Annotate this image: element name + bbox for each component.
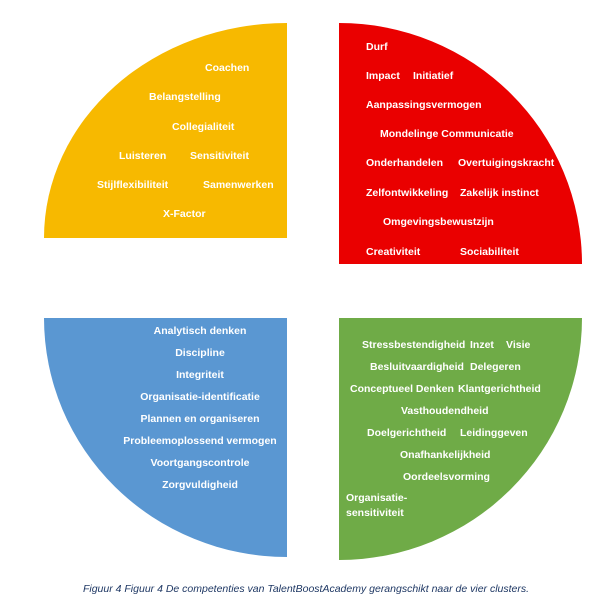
competency-label: Oordeelsvorming	[403, 471, 490, 483]
competency-label: sensitiviteit	[346, 507, 404, 519]
competency-label: Zelfontwikkeling	[366, 187, 449, 199]
competency-label: Stressbestendigheid	[362, 339, 466, 351]
competency-label: Delegeren	[470, 361, 521, 373]
quadrant-bottom-right	[339, 318, 582, 560]
competency-label: Besluitvaardigheid	[370, 361, 464, 373]
competency-label: Overtuigingskracht	[458, 157, 555, 169]
competency-label: Organisatie-	[346, 492, 408, 504]
competency-label: Inzet	[470, 339, 494, 351]
competency-label: Voortgangscontrole	[150, 457, 250, 469]
competency-label: Stijlflexibiliteit	[97, 179, 169, 191]
competency-label: Organisatie-identificatie	[140, 391, 260, 403]
competency-label: Aanpassingsvermogen	[366, 99, 482, 111]
competency-label: Zorgvuldigheid	[162, 479, 238, 491]
competency-label: Leidinggeven	[460, 427, 528, 439]
competency-label: Onafhankelijkheid	[400, 449, 491, 461]
competency-label: Initiatief	[413, 70, 454, 82]
competency-label: Vasthoudendheid	[401, 405, 489, 417]
competency-label: Visie	[506, 339, 531, 351]
competency-label: Klantgerichtheid	[458, 383, 541, 395]
competency-label: Luisteren	[119, 150, 167, 162]
competency-label: Sociabiliteit	[460, 246, 519, 258]
competency-label: X-Factor	[163, 208, 206, 220]
competency-label: Coachen	[205, 62, 250, 74]
competency-label: Collegialiteit	[172, 121, 235, 133]
competency-label: Sensitiviteit	[190, 150, 249, 162]
competency-label: Plannen en organiseren	[140, 413, 260, 425]
competency-label: Durf	[366, 41, 388, 53]
competency-label: Probleemoplossend vermogen	[123, 435, 277, 447]
competency-label: Zakelijk instinct	[460, 187, 539, 199]
competency-label: Belangstelling	[149, 91, 221, 103]
competency-label: Omgevingsbewustzijn	[383, 216, 494, 228]
competency-label: Onderhandelen	[366, 157, 444, 169]
competency-label: Mondelinge Communicatie	[380, 128, 514, 140]
competency-label: Samenwerken	[203, 179, 274, 191]
competency-label: Conceptueel Denken	[350, 383, 454, 395]
competency-label: Discipline	[175, 347, 225, 359]
competency-label: Doelgerichtheid	[367, 427, 447, 439]
competency-label: Analytisch denken	[153, 325, 247, 337]
quadrant-top-left	[44, 23, 287, 238]
figure-caption: Figuur 4 Figuur 4 De competenties van TalentBoostAcademy gerangschikt naar de vier clusters.	[82, 583, 530, 595]
competency-label: Impact	[366, 70, 400, 82]
competency-label: Integriteit	[176, 369, 224, 381]
competency-label: Creativiteit	[366, 246, 421, 258]
